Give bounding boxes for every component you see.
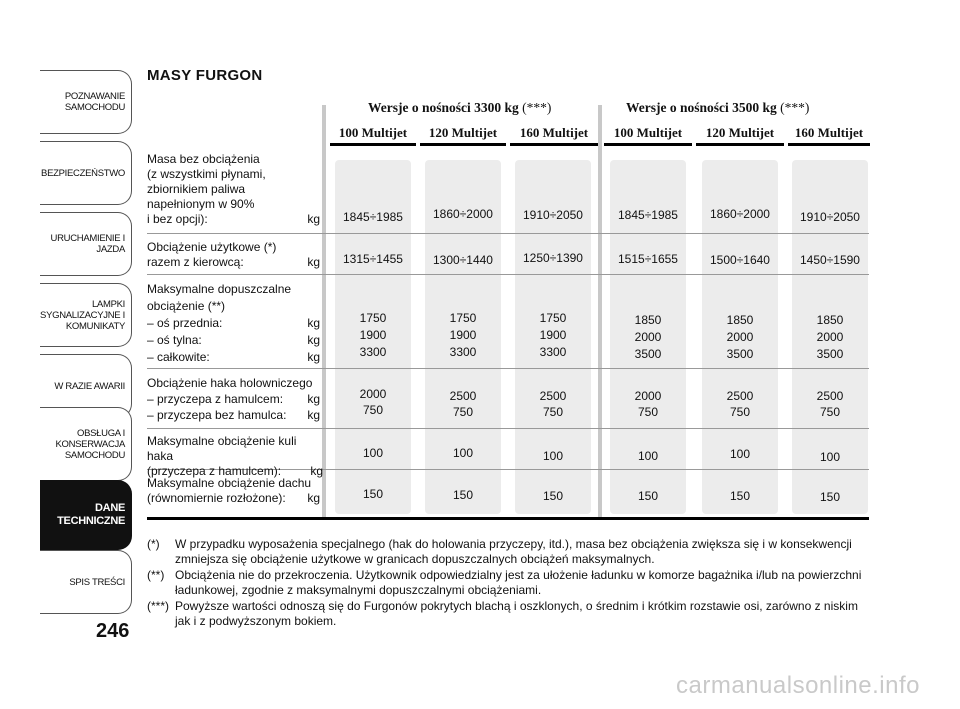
footnote: (*) W przypadku wyposażenia specjalnego (hak do holowania przyczepy, itd.), masa bez obciążenia zwiększa się i w konsekwencji zmniejsza się obciążenie użytkowe w granicach dopuszczalnych obciążeń maksymalnych.: [147, 537, 852, 566]
row-label-unladen-mass: Masa bez obciążenia (z wszystkimi płynami, zbiornikiem paliwa napełnionym w 90% i bez opcji): kg: [147, 152, 320, 226]
column-divider: [598, 105, 602, 518]
tab-bezpieczenstwo[interactable]: BEZPIECZEŃSTWO: [40, 141, 132, 205]
column-header: 100 Multijet: [330, 122, 416, 146]
cell-value: 1450÷1590: [800, 253, 860, 267]
cell-value: 1850 2000 3500: [634, 313, 662, 361]
footnote: (**) Obciążenia nie do przekroczenia. Użytkownik odpowiedzialny jest za ułożenie ładunku w komorze bagażnika i/lub na powierzchni ładunkowej, zgodnie z maksymalnymi dopuszczalnymi obciążeniami.: [147, 568, 862, 597]
cell-value: 100: [729, 447, 751, 461]
row-label-towing: Obciążenie haka holowniczego – przyczepa z hamulcem: kg – przyczepa bez hamulca: kg: [147, 376, 320, 422]
group-header-3300: Wersje o nośności 3300 kg (***): [368, 100, 552, 115]
row-divider: [147, 368, 869, 369]
cell-value: 2500 750: [449, 389, 477, 419]
cell-value: 1500÷1640: [710, 253, 770, 267]
footnote: (***) Powyższe wartości odnoszą się do Furgonów pokrytych blachą i oszklonych, o średnim i krótkim rozstawie osi, zarówno z niskim jak i z podwyższonym bokiem.: [147, 599, 858, 628]
cell-value: 1315÷1455: [343, 252, 403, 266]
cell-value: 1250÷1390: [523, 251, 583, 265]
table-bottom-rule: [147, 517, 869, 520]
cell-value: 1750 1900 3300: [449, 311, 477, 359]
cell-value: 2500 750: [726, 389, 754, 419]
cell-value: 2500 750: [539, 389, 567, 419]
cell-value: 1515÷1655: [618, 252, 678, 266]
cell-value: 2500 750: [816, 389, 844, 419]
cell-value: 100: [819, 450, 841, 464]
cell-value: 100: [542, 449, 564, 463]
cell-value: 150: [729, 489, 751, 503]
tab-w-razie-awarii[interactable]: W RAZIE AWARII: [40, 354, 132, 418]
cell-value: 150: [452, 488, 474, 502]
watermark: carmanualsonline.info: [676, 672, 920, 699]
page-number: 246: [96, 620, 130, 642]
row-divider: [147, 274, 869, 275]
cell-value: 2000 750: [359, 387, 387, 417]
tab-obsluga-i-konserwacja[interactable]: OBSŁUGA I KONSERWACJA SAMOCHODU: [40, 407, 132, 481]
cell-value: 1910÷2050: [800, 210, 860, 224]
column-header: 160 Multijet: [510, 122, 598, 146]
row-label-roof-load: Maksymalne obciążenie dachu (równomiernie rozłożone): kg: [147, 476, 320, 505]
cell-value: 150: [362, 487, 384, 501]
cell-value: 1845÷1985: [618, 208, 678, 222]
cell-value: 100: [362, 446, 384, 460]
footnotes: [147, 537, 867, 630]
tab-spis-tresci[interactable]: SPIS TREŚCI: [40, 550, 132, 614]
cell-value: 1850 2000 3500: [726, 313, 754, 361]
column-header: 160 Multijet: [788, 122, 870, 146]
row-label-max-load: Maksymalne dopuszczalne obciążenie (**) – oś przednia: kg – oś tylna: kg – całkowite: kg: [147, 282, 320, 364]
cell-value: 100: [452, 446, 474, 460]
page-title: MASY FURGON: [147, 67, 263, 84]
column-header: 100 Multijet: [604, 122, 692, 146]
row-divider: [147, 428, 869, 429]
cell-value: 1845÷1985: [343, 210, 403, 224]
cell-value: 150: [542, 489, 564, 503]
cell-value: 1300÷1440: [433, 253, 493, 267]
row-divider: [147, 233, 869, 234]
cell-value: 150: [637, 489, 659, 503]
group-header-3500: Wersje o nośności 3500 kg (***): [626, 100, 810, 115]
cell-value: 1860÷2000: [433, 207, 493, 221]
column-header: 120 Multijet: [696, 122, 784, 146]
cell-value: 2000 750: [634, 389, 662, 419]
column-header: 120 Multijet: [420, 122, 506, 146]
cell-value: 150: [819, 490, 841, 504]
cell-value: 1910÷2050: [523, 208, 583, 222]
tab-uruchamienie-i-jazda[interactable]: URUCHAMIENIE I JAZDA: [40, 212, 132, 276]
cell-value: 100: [637, 449, 659, 463]
cell-value: 1860÷2000: [710, 207, 770, 221]
row-label-payload: Obciążenie użytkowe (*) razem z kierowcą: kg: [147, 240, 320, 269]
tab-lampki-sygnalizacyjne[interactable]: LAMPKI SYGNALIZACYJNE I KOMUNIKATY: [40, 283, 132, 347]
row-label-tow-ball: Maksymalne obciążenie kuli haka (przyczepa z hamulcem): kg: [147, 434, 323, 478]
cell-value: 1750 1900 3300: [539, 311, 567, 359]
cell-value: 1750 1900 3300: [359, 311, 387, 359]
cell-value: 1850 2000 3500: [816, 313, 844, 361]
tab-poznawanie-samochodu[interactable]: POZNAWANIE SAMOCHODU: [40, 70, 132, 134]
tab-dane-techniczne[interactable]: DANE TECHNICZNE: [40, 480, 132, 550]
